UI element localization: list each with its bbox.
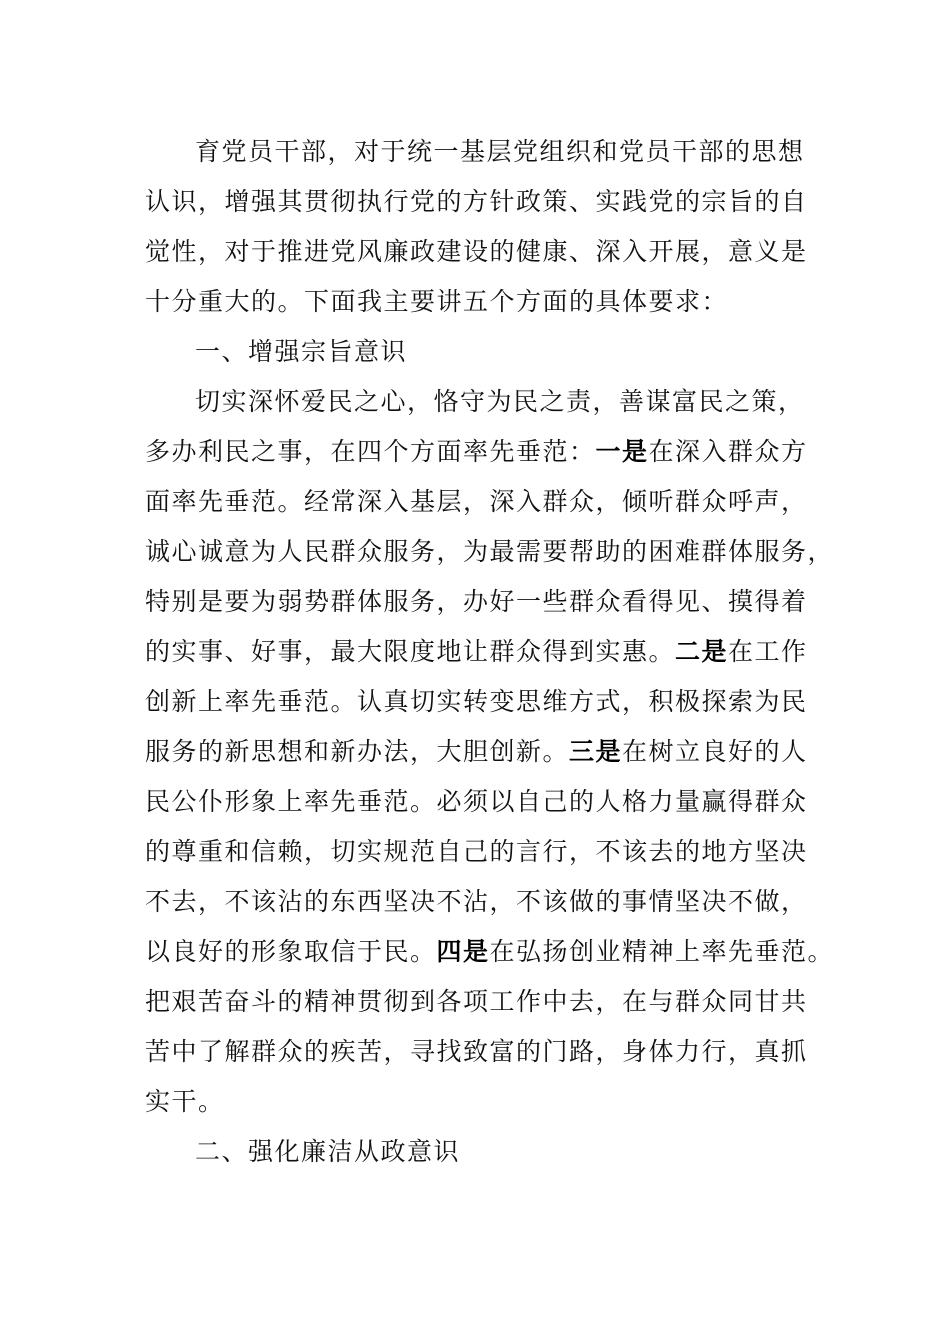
para1-line-7: 创新上率先垂范。认真切实转变思维方式，积极探索为民 xyxy=(145,687,808,716)
para1-line-8: 服务的新思想和新办法，大胆创新。三是在树立良好的人 xyxy=(145,737,808,766)
intro-line-3: 觉性，对于推进党风廉政建设的健康、深入开展，意义是 xyxy=(145,237,808,266)
intro-line-2: 认识，增强其贯彻执行党的方针政策、实践党的宗旨的自 xyxy=(145,187,808,216)
keyword-first: 一是 xyxy=(595,437,649,466)
para1-line-10: 的尊重和信赖，切实规范自己的言行，不该去的地方坚决 xyxy=(145,837,808,866)
section-heading-2: 二、强化廉洁从政意识 xyxy=(195,1137,461,1166)
para1-line-15: 实干。 xyxy=(145,1087,225,1116)
intro-line-4: 十分重大的。下面我主要讲五个方面的具体要求： xyxy=(145,287,729,316)
para1-line-6: 的实事、好事，最大限度地让群众得到实惠。二是在工作 xyxy=(145,637,808,666)
keyword-second: 二是 xyxy=(675,637,729,666)
para1-line-14: 苦中了解群众的疾苦，寻找致富的门路，身体力行，真抓 xyxy=(145,1037,808,1066)
para1-line-4: 诚心诚意为人民群众服务，为最需要帮助的困难群体服务， xyxy=(145,537,835,566)
intro-line-1: 育党员干部，对于统一基层党组织和党员干部的思想 xyxy=(195,137,805,166)
keyword-fourth: 四是 xyxy=(436,937,490,966)
para1-line-9: 民公仆形象上率先垂范。必须以自己的人格力量赢得群众 xyxy=(145,787,808,816)
para1-line-13: 把艰苦奋斗的精神贯彻到各项工作中去，在与群众同甘共 xyxy=(145,987,808,1016)
section-heading-1: 一、增强宗旨意识 xyxy=(195,337,408,366)
para1-line-2: 多办利民之事，在四个方面率先垂范：一是在深入群众方 xyxy=(145,437,808,466)
keyword-third: 三是 xyxy=(569,737,623,766)
para1-line-1: 切实深怀爱民之心，恪守为民之责，善谋富民之策， xyxy=(195,387,805,416)
para1-line-3: 面率先垂范。经常深入基层，深入群众，倾听群众呼声， xyxy=(145,487,808,516)
para1-line-5: 特别是要为弱势群体服务，办好一些群众看得见、摸得着 xyxy=(145,587,808,616)
para1-line-12: 以良好的形象取信于民。四是在弘扬创业精神上率先垂范。 xyxy=(145,937,835,966)
para1-line-11: 不去，不该沾的东西坚决不沾，不该做的事情坚决不做， xyxy=(145,887,808,916)
